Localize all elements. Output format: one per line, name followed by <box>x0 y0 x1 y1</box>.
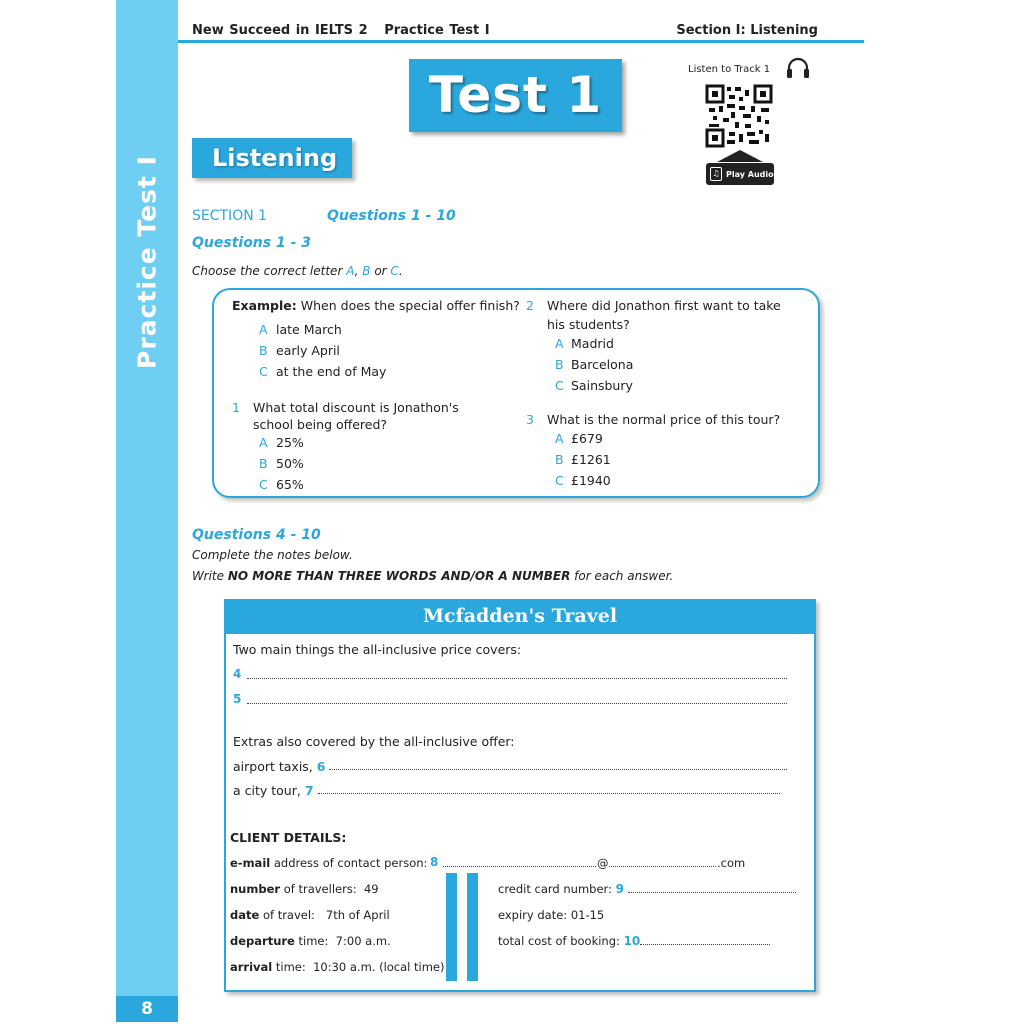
play-audio-label: Play Audio <box>726 169 774 179</box>
covers-label: Two main things the all-inclusive price covers: <box>233 642 522 657</box>
option-letter: B <box>555 357 564 372</box>
option-text: Madrid <box>571 336 614 351</box>
q8-number: 8 <box>430 855 439 869</box>
arrival-row: arrival time: 10:30 a.m. (local time) <box>230 960 445 974</box>
departure-row: departure time: 7:00 a.m. <box>230 934 391 948</box>
sidebar-label: Practice Test I <box>132 155 162 369</box>
option-letter: A <box>555 336 564 351</box>
option-text: 25% <box>276 435 304 450</box>
airport-label: airport taxis, 6 <box>233 759 326 774</box>
divider-bar-right <box>467 873 478 981</box>
client-details-heading: CLIENT DETAILS: <box>230 830 347 845</box>
play-audio-button[interactable] <box>706 163 774 185</box>
question-text: What is the normal price of this tour? <box>547 412 781 427</box>
arrow-up-icon <box>717 150 763 162</box>
option-text: 65% <box>276 477 304 492</box>
city-tour-label: a city tour, 7 <box>233 783 314 798</box>
question-text: What total discount is Jonathon's <box>253 400 459 415</box>
question-number: 2 <box>526 298 534 313</box>
option-letter: C <box>555 378 564 393</box>
question-number: 3 <box>526 412 534 427</box>
q5-answer-blank[interactable] <box>247 703 787 704</box>
option-letter: C <box>259 477 268 492</box>
part1-heading: Questions 1 - 3 <box>192 235 312 251</box>
expiry-date-row: expiry date: 01-15 <box>498 908 605 922</box>
q5-number: 5 <box>233 692 242 706</box>
email-label: e-mail address of contact person: <box>230 856 428 870</box>
notes-title: Mcfadden's Travel <box>224 599 816 634</box>
question-text: Where did Jonathon first want to take <box>547 298 781 313</box>
option-letter: A <box>555 431 564 446</box>
part2-instruction-2: Write NO MORE THAN THREE WORDS AND/OR A NUMBER for each answer. <box>192 569 674 583</box>
part2-instruction-1: Complete the notes below. <box>192 548 353 562</box>
option-text: early April <box>276 343 340 358</box>
credit-card-label: credit card number: 9 <box>498 882 624 896</box>
q8-answer-blank-user[interactable] <box>443 866 596 867</box>
option-text: £679 <box>571 431 603 446</box>
q4-number: 4 <box>233 667 242 681</box>
example-question: Example: When does the special offer finish? <box>232 298 520 313</box>
section-header: Section I: Listening <box>676 23 818 38</box>
q4-answer-blank[interactable] <box>247 678 787 679</box>
option-text: 50% <box>276 456 304 471</box>
extras-label: Extras also covered by the all-inclusive offer: <box>233 734 515 749</box>
page-number: 8 <box>116 996 178 1022</box>
email-at-sign: @ <box>597 856 609 870</box>
header-divider <box>178 40 864 43</box>
test-title: Test 1 <box>409 59 622 132</box>
option-letter: B <box>555 452 564 467</box>
option-letter: A <box>259 435 268 450</box>
listening-banner: Listening <box>192 138 352 178</box>
total-cost-label: total cost of booking: 10 <box>498 934 641 948</box>
part2-heading: Questions 4 - 10 <box>192 527 321 543</box>
sidebar <box>116 0 178 996</box>
track-label: Listen to Track 1 <box>688 64 771 75</box>
qr-code-icon[interactable] <box>705 84 773 148</box>
option-text: at the end of May <box>276 364 387 379</box>
option-text: late March <box>276 322 342 337</box>
option-letter: B <box>259 456 268 471</box>
music-note-icon: ♫ <box>710 167 722 181</box>
option-letter: A <box>259 322 268 337</box>
option-letter: B <box>259 343 268 358</box>
option-text: £1940 <box>571 473 611 488</box>
divider-bar-left <box>446 873 457 981</box>
travellers-row: number of travellers: 49 <box>230 882 379 896</box>
question-text: his students? <box>547 317 630 332</box>
headphones-icon <box>785 56 811 80</box>
q7-answer-blank[interactable] <box>318 793 780 794</box>
q8-answer-blank-domain[interactable] <box>609 866 716 867</box>
part1-instruction: Choose the correct letter A, B or C. <box>192 264 403 278</box>
q9-answer-blank[interactable] <box>628 892 796 893</box>
q6-answer-blank[interactable] <box>329 769 787 770</box>
book-title: New Succeed in IELTS 2 Practice Test I <box>192 23 490 38</box>
option-text: Sainsbury <box>571 378 633 393</box>
question-number: 1 <box>232 400 240 415</box>
email-com-suffix: .com <box>717 856 746 870</box>
travel-date-row: date of travel: 7th of April <box>230 908 390 922</box>
option-text: £1261 <box>571 452 611 467</box>
option-letter: C <box>259 364 268 379</box>
question-text: school being offered? <box>253 417 388 432</box>
option-letter: C <box>555 473 564 488</box>
option-text: Barcelona <box>571 357 634 372</box>
q10-answer-blank[interactable] <box>640 944 770 945</box>
section-questions-range: Questions 1 - 10 <box>327 208 456 224</box>
section-label: SECTION 1 <box>192 208 268 224</box>
